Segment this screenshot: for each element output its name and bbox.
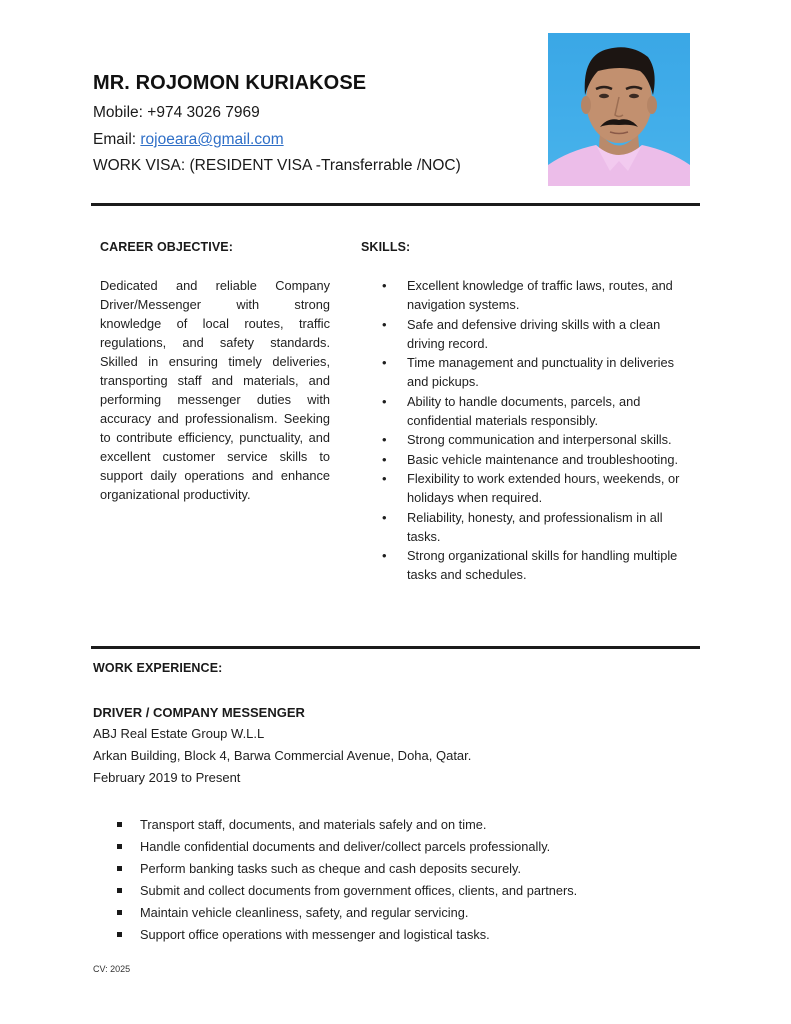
skill-item [380,508,695,547]
duty-item [117,858,577,880]
bullet-icon: • [382,355,387,371]
job-company: ABJ Real Estate Group W.L.L [93,726,265,741]
skill-item [380,392,695,431]
skill-item [380,430,695,449]
skill-item [380,450,695,469]
duty-item [117,880,577,902]
skill-text: Ability to handle documents, parcels, and confidential materials responsibly. [407,393,641,429]
square-bullet-icon [117,910,122,915]
square-bullet-icon [117,822,122,827]
job-title: DRIVER / COMPANY MESSENGER [93,705,305,720]
job-address: Arkan Building, Block 4, Barwa Commercial Avenue, Doha, Qatar. [93,748,472,763]
mobile-line [93,104,260,122]
duty-text: Perform banking tasks such as cheque and cash deposits securely. [140,861,522,876]
bullet-icon: • [382,316,387,332]
duty-item [117,902,577,924]
duty-text: Maintain vehicle cleanliness, safety, and regular servicing. [140,905,469,920]
skill-item [380,315,695,354]
skill-text: Strong communication and interpersonal skills. [407,432,672,448]
skill-text: Basic vehicle maintenance and troubleshooting. [407,451,679,467]
job-duties-list [117,814,577,946]
skills-list [380,276,695,585]
skill-item [380,546,695,585]
header-divider [91,203,700,206]
email-line [93,131,284,149]
work-experience-heading: WORK EXPERIENCE: [93,661,223,675]
bullet-icon: • [382,509,387,525]
square-bullet-icon [117,888,122,893]
career-objective-text: Dedicated and reliable Company Driver/Messenger with strong knowledge of local routes, traffic regulations, and safety standards. Skilled in ensuring timely deliveries, transporting staff and materials, and performing messenger duties with accuracy and professionalism. Seeking to contribute efficiency, punctuality, and excellent customer service skills to support daily operations and enhance organizational productivity. [100,278,330,502]
footer-cv-year: CV: 2025 [93,964,131,974]
mobile-number: +974 3026 7969 [147,104,260,121]
skill-text: Strong organizational skills for handling multiple tasks and schedules. [407,548,678,583]
duty-item [117,924,577,946]
email-link[interactable]: rojoeara@gmail.com [140,131,284,148]
bullet-icon: • [382,432,387,448]
skill-item [380,276,695,315]
skill-text: Flexibility to work extended hours, weekends, or holidays when required. [407,470,680,506]
person-portrait-icon [548,33,690,186]
duty-text: Support office operations with messenger and logistical tasks. [140,927,490,942]
duty-item [117,814,577,836]
candidate-name: MR. ROJOMON KURIAKOSE [93,72,367,94]
skill-text: Time management and punctuality in deliveries and pickups. [407,355,674,390]
skill-text: Excellent knowledge of traffic laws, routes, and navigation systems. [407,278,673,313]
mobile-label: Mobile: [93,104,148,121]
skill-text: Safe and defensive driving skills with a clean driving record. [407,316,661,351]
duty-text: Handle confidential documents and deliver/collect parcels professionally. [140,839,551,854]
profile-photo [548,33,690,186]
bullet-icon: • [382,393,387,409]
duty-text: Transport staff, documents, and materials safely and on time. [140,817,487,832]
work-visa-line: WORK VISA: (RESIDENT VISA -Transferrable /NOC) [93,157,461,174]
bullet-icon: • [382,548,387,564]
section-divider [91,646,700,649]
square-bullet-icon [117,844,122,849]
skill-text: Reliability, honesty, and professionalism in all tasks. [407,509,663,544]
duty-item [117,836,577,858]
skill-item [380,469,695,508]
bullet-icon: • [382,470,387,486]
email-label: Email: [93,131,141,148]
square-bullet-icon [117,932,122,937]
skill-item [380,353,695,392]
career-objective-heading: CAREER OBJECTIVE: [100,240,233,254]
duty-text: Submit and collect documents from government offices, clients, and partners. [140,883,578,898]
square-bullet-icon [117,866,122,871]
bullet-icon: • [382,278,387,293]
skills-heading: SKILLS: [361,240,411,254]
job-dates: February 2019 to Present [93,770,241,785]
bullet-icon: • [382,451,387,467]
